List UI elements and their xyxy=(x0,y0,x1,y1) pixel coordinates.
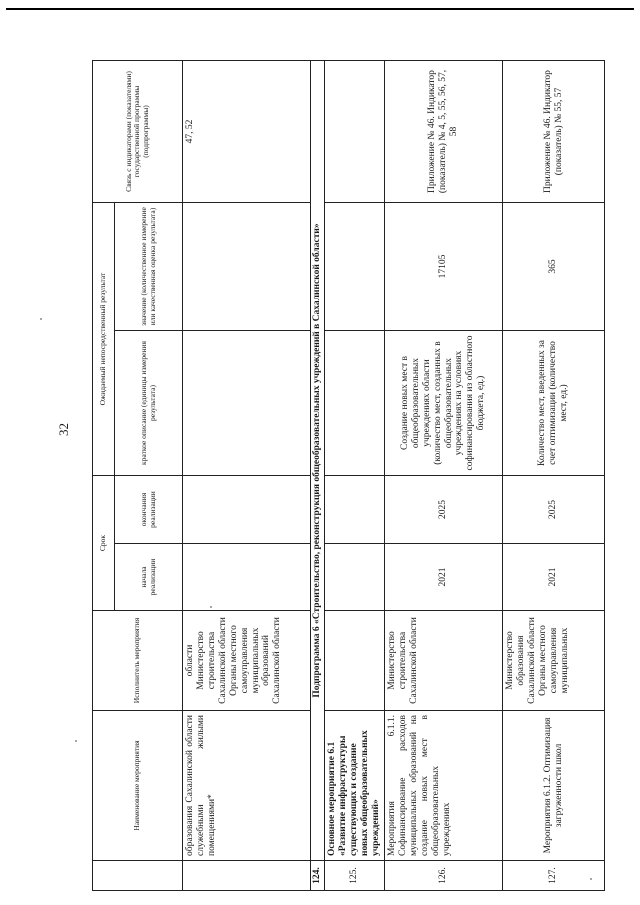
row-number: 127. xyxy=(503,861,605,891)
subprogram-title: Подпрограмма 6 «Строительство, реконструкция общеобразовательных учреждений в Сахалинской области» xyxy=(311,61,325,861)
header-result-desc: краткое описание (единицы измерения результата) xyxy=(115,331,183,476)
header-term-start: начала реализации xyxy=(115,544,183,611)
top-rule xyxy=(6,8,634,10)
row-result-value: 17105 xyxy=(385,203,503,331)
row-start: 2021 xyxy=(503,544,605,611)
row-executor: Министерство строительства Сахалинской области xyxy=(385,611,503,711)
header-term-end: окончания реализации xyxy=(115,476,183,544)
rotated-table-container xyxy=(92,61,604,891)
page-number: 32 xyxy=(56,423,71,436)
row-number: 125. xyxy=(325,861,385,891)
row-link xyxy=(325,61,385,203)
row-number: 126. xyxy=(385,861,503,891)
row-name: Мероприятия 6.1.2. Оптимизация загруженности школ xyxy=(503,711,605,861)
header-result: Ожидаемый непосредственный результат xyxy=(93,203,115,476)
row-number xyxy=(183,861,311,891)
scan-speckle xyxy=(75,740,77,742)
header-row-1 xyxy=(93,61,115,891)
header-link: Связь с индикаторами (показателями) государственной программы (подпрограммы) xyxy=(93,61,183,203)
row-result-value xyxy=(183,203,311,331)
scan-speckle xyxy=(210,606,212,608)
table-row xyxy=(385,61,503,891)
header-name: Наименование мероприятия xyxy=(93,711,183,861)
table-row xyxy=(325,61,385,891)
row-name: образования Сахалинской области служебными жилыми помещениями* xyxy=(183,711,311,861)
header-term: Срок xyxy=(93,476,115,611)
row-start: 2021 xyxy=(385,544,503,611)
table-row xyxy=(503,61,605,891)
row-start xyxy=(325,544,385,611)
row-result-desc xyxy=(183,331,311,476)
row-end: 2025 xyxy=(503,476,605,544)
row-executor xyxy=(325,611,385,711)
row-link: Приложение № 46. Индикатор (показатель) № 4, 5, 55, 56, 57, 58 xyxy=(385,61,503,203)
header-number xyxy=(93,861,183,891)
row-executor: Министерство образования Сахалинской области Органы местного самоуправления муниципальных xyxy=(503,611,605,711)
row-result-desc xyxy=(325,331,385,476)
table-row xyxy=(183,61,311,891)
header-executor: Исполнитель мероприятия xyxy=(93,611,183,711)
row-result-value: 365 xyxy=(503,203,605,331)
row-start xyxy=(183,544,311,611)
row-name: Основное мероприятие 6.1 «Развитие инфраструктуры существующих и создание новых общеобразовательных учреждений» xyxy=(325,711,385,861)
row-result-desc: Количество мест, введенных за счет оптимизации (количество мест, ед.) xyxy=(503,331,605,476)
subprogram-row xyxy=(311,61,325,891)
scan-speckle xyxy=(590,878,592,880)
row-result-value xyxy=(325,203,385,331)
row-link: 47, 52 xyxy=(183,61,311,203)
row-link: Приложение № 46. Индикатор (показатель) № 55, 57 xyxy=(503,61,605,203)
row-end: 2025 xyxy=(385,476,503,544)
program-table xyxy=(92,60,605,891)
scan-speckle xyxy=(40,318,42,320)
header-result-value: значение (количественное измерение или качественная оценка результата) xyxy=(115,203,183,331)
row-number: 124. xyxy=(311,861,325,891)
row-name: Мероприятия 6.1.1. Софинансирование расходов муниципальных образований на создание новых мест в общеобразовательных учреждениях xyxy=(385,711,503,861)
row-end xyxy=(183,476,311,544)
row-end xyxy=(325,476,385,544)
row-result-desc: Создание новых мест в общеобразовательных учреждениях области (количество мест, созданных в общеобразовательных учреждениях на условиях софинансирования из областного бюджета, ед.) xyxy=(385,331,503,476)
row-executor: области Министерство строительства Сахалинской области Органы местного самоуправления муниципальных образований Сахалинской области xyxy=(183,611,311,711)
